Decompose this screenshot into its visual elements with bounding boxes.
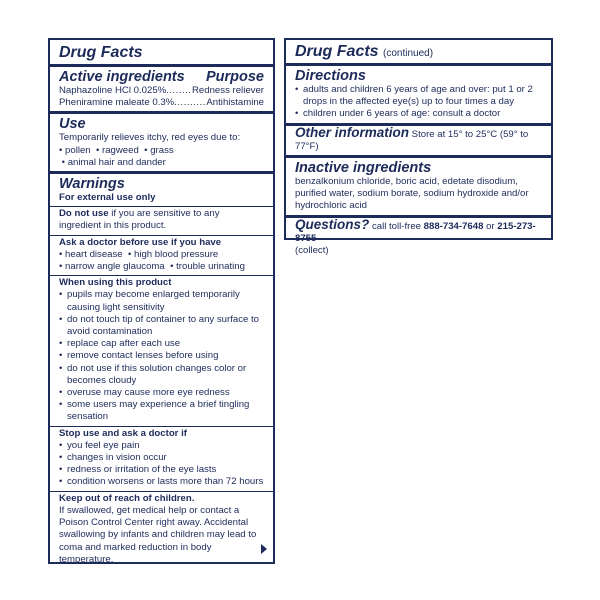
list-item: • some users may experience a brief tingling sensation [59, 399, 264, 423]
list-item: • do not use if this solution changes color or becomes cloudy [59, 363, 264, 387]
questions-or: or [483, 220, 498, 232]
ask-doctor-item: trouble urinating [176, 261, 245, 273]
list-item: • replace cap after each use [59, 338, 264, 350]
do-not-use-section [50, 206, 273, 234]
external-use-text: For external use only [59, 192, 156, 204]
do-not-use-text: if you are sensitive to any ingredient in this product. [59, 208, 220, 232]
ask-doctor-item: heart disease [65, 248, 123, 260]
active-ingredients-section [50, 64, 273, 111]
warnings-heading: Warnings [59, 176, 125, 193]
list-item: • condition worsens or lasts more than 72 hours [59, 476, 264, 488]
list-item: • overuse may cause more eye redness [59, 387, 264, 399]
ingredient-purpose: Antihistamine [206, 97, 264, 109]
questions-prefix: call toll-free [371, 220, 424, 232]
ingredient-name: Naphazoline HCl 0.025% [59, 85, 167, 96]
directions-section [286, 63, 551, 123]
use-item: pollen [65, 144, 91, 156]
inactive-ingredients-section [286, 155, 551, 215]
questions-suffix: (collect) [295, 245, 329, 257]
when-using-list [59, 289, 264, 423]
continue-arrow-icon [261, 544, 267, 554]
use-item: animal hair and dander [67, 156, 166, 168]
leader-dots [174, 97, 206, 109]
ingredient-row [59, 97, 264, 109]
list-item: • redness or irritation of the eye lasts [59, 464, 264, 476]
title-section [50, 40, 273, 64]
list-item: • changes in vision occur [59, 452, 264, 464]
keep-out-heading: Keep out of reach of children. [59, 492, 195, 504]
ingredient-purpose: Redness reliever [192, 85, 264, 96]
list-item: • you feel eye pain [59, 440, 264, 452]
ask-doctor-item: high blood pressure [134, 248, 219, 260]
ask-doctor-items: • heart disease • high blood pressure [59, 248, 219, 260]
when-using-section [50, 275, 273, 425]
ingredient-row [59, 85, 264, 97]
phone-number-2: 215-273-8755 [295, 220, 536, 244]
use-section [50, 111, 273, 171]
list-item: • remove contact lenses before using [59, 350, 264, 362]
directions-heading: Directions [295, 68, 366, 84]
continued-label: (continued) [383, 48, 434, 59]
list-item: • pupils may become enlarged temporarily causing light sensitivity [59, 289, 264, 313]
warnings-section [50, 171, 273, 206]
use-heading: Use [59, 116, 86, 133]
drug-facts-panel-right [284, 38, 553, 257]
keep-out-section [50, 491, 273, 568]
use-item: grass [150, 144, 174, 156]
leader-dots [166, 85, 192, 97]
questions-section [286, 215, 551, 260]
other-information-text: Store at 15° to 25°C (59° to 77°F) [295, 128, 529, 152]
ingredient-name: Pheniramine maleate 0.3% [59, 97, 175, 109]
ask-doctor-items: • narrow angle glaucoma • trouble urinating [59, 261, 245, 273]
list-item: • do not touch tip of container to any surface to avoid contamination [59, 314, 264, 338]
drug-facts-title: Drug Facts [295, 43, 379, 60]
ask-doctor-heading: Ask a doctor before use if you have [59, 236, 222, 248]
inactive-ingredients-text: benzalkonium chloride, boric acid, edetate disodium, purified water, sodium borate, sodium hydroxide and/or hydrochloric acid [295, 176, 529, 212]
list-item: • children under 6 years of age: consult a doctor [295, 108, 542, 120]
ask-doctor-item: narrow angle glaucoma [65, 261, 165, 273]
inactive-ingredients-heading: Inactive ingredients [295, 160, 432, 177]
stop-use-section [50, 426, 273, 491]
drug-facts-panel-left [48, 38, 275, 564]
use-items: • pollen • ragweed • grass • animal hair and dander [59, 144, 174, 168]
questions-heading: Questions? [295, 216, 370, 232]
use-item: ragweed [102, 144, 139, 156]
do-not-use-label: Do not use [59, 208, 109, 220]
drug-facts-title: Drug Facts [59, 44, 143, 61]
purpose-heading: Purpose [205, 69, 264, 85]
directions-list [295, 84, 542, 121]
other-information-heading: Other information [295, 124, 409, 140]
keep-out-text: If swallowed, get medical help or contact a Poison Control Center right away. Accidental swallowing by infants and children may lead to coma and marked reduction in body temperature. [59, 504, 257, 565]
stop-use-heading: Stop use and ask a doctor if [59, 427, 187, 439]
stop-use-list [59, 440, 264, 489]
active-ingredients-heading: Active ingredients [59, 69, 185, 85]
ask-doctor-section [50, 235, 273, 276]
list-item: • adults and children 6 years of age and over: put 1 or 2 drops in the affected eye(s) up to four times a day [295, 84, 542, 108]
use-text: Temporarily relieves itchy, red eyes due to: [59, 132, 241, 144]
title-section [286, 40, 551, 63]
phone-number-1: 888-734-7648 [423, 220, 484, 232]
other-information-section [286, 123, 551, 155]
when-using-heading: When using this product [59, 277, 172, 289]
